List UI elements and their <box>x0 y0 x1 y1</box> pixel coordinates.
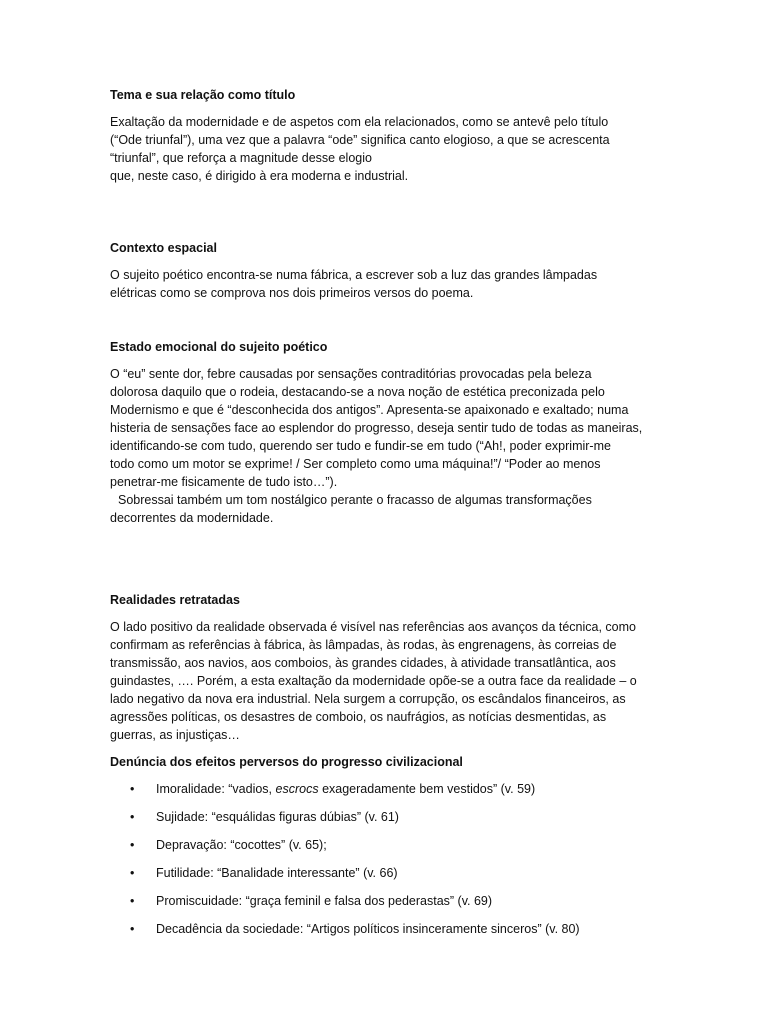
list-item-text: Depravação: “cocottes” (v. 65); <box>156 838 327 852</box>
text-line: todo como um motor se exprime! / Ser completo como uma máquina!”/ “Poder ao menos <box>110 457 601 471</box>
list-item-emphasis: escrocs <box>275 782 319 796</box>
list-item-text: Decadência da sociedade: “Artigos políticos insinceramente sinceros” (v. 80) <box>156 922 580 936</box>
text-line: transmissão, aos navios, aos comboios, às grandes cidades, à atividade transatlântica, aos <box>110 656 616 670</box>
bullet-icon: • <box>130 894 135 908</box>
list-item-text-part: exageradamente bem vestidos” (v. 59) <box>318 782 536 796</box>
bullet-icon: • <box>130 838 135 852</box>
list-item <box>110 780 670 808</box>
list-item-text: Promiscuidade: “graça feminil e falsa dos pederastas” (v. 69) <box>156 894 493 908</box>
section-paragraph-realidades <box>110 618 670 744</box>
list-item-text: Sujidade: “esquálidas figuras dúbias” (v. 61) <box>156 810 399 824</box>
bullet-icon: • <box>130 782 135 796</box>
list-item <box>110 864 670 892</box>
text-line: O “eu” sente dor, febre causadas por sensações contraditórias provocadas pela beleza <box>110 367 592 381</box>
list-item <box>110 836 670 864</box>
section-heading-tema: Tema e sua relação como título <box>110 88 296 102</box>
text-line: Modernismo e que é “desconhecida dos antigos”. Apresenta-se apaixonado e exaltado; numa <box>110 403 629 417</box>
bullet-icon: • <box>130 810 135 824</box>
section-heading-contexto: Contexto espacial <box>110 241 217 255</box>
list-item-text-part: Imoralidade: “vadios, <box>156 782 276 796</box>
text-line: identificando-se com tudo, querendo ser tudo e fundir-se em tudo (“Ah!, poder exprimir-me <box>110 439 611 453</box>
list-item <box>110 920 670 948</box>
text-line: lado negativo da nova era industrial. Nela surgem a corrupção, os escândalos financeiros, as <box>110 692 626 706</box>
text-line: Exaltação da modernidade e de aspetos com ela relacionados, como se antevê pelo título <box>110 115 609 129</box>
section-heading-estado-emocional: Estado emocional do sujeito poético <box>110 340 328 354</box>
text-line: confirmam as referências à fábrica, às lâmpadas, às rodas, às engrenagens, às correias de <box>110 638 617 652</box>
section-paragraph-estado-emocional <box>110 365 670 527</box>
section-heading-realidades: Realidades retratadas <box>110 593 240 607</box>
text-line: guerras, as injustiças… <box>110 728 240 742</box>
text-line: que, neste caso, é dirigido à era moderna e industrial. <box>110 169 409 183</box>
text-line: Sobressai também um tom nostálgico perante o fracasso de algumas transformações <box>118 493 592 507</box>
text-line: histeria de sensações face ao esplendor do progresso, deseja sentir tudo de todas as maneiras, <box>110 421 643 435</box>
list-item <box>110 808 670 836</box>
section-heading-denuncia: Denúncia dos efeitos perversos do progresso civilizacional <box>110 755 463 769</box>
document-page <box>110 86 670 948</box>
bullet-list <box>110 780 670 948</box>
text-line: elétricas como se comprova nos dois primeiros versos do poema. <box>110 286 474 300</box>
bullet-icon: • <box>130 866 135 880</box>
text-line: O lado positivo da realidade observada é visível nas referências aos avanços da técnica, como <box>110 620 636 634</box>
text-line: guindastes, …. Porém, a esta exaltação da modernidade opõe-se a outra face da realidade – o <box>110 674 637 688</box>
list-item-text <box>156 782 535 796</box>
text-line: O sujeito poético encontra-se numa fábrica, a escrever sob a luz das grandes lâmpadas <box>110 268 598 282</box>
text-line: penetrar-me fisicamente de tudo isto…”). <box>110 475 338 489</box>
bullet-icon: • <box>130 922 135 936</box>
text-line: (“Ode triunfal”), uma vez que a palavra “ode” significa canto elogioso, a que se acrescenta <box>110 133 610 147</box>
list-item <box>110 892 670 920</box>
section-paragraph-contexto <box>110 266 670 302</box>
text-line: decorrentes da modernidade. <box>110 511 274 525</box>
text-line: “triunfal”, que reforça a magnitude desse elogio <box>110 151 372 165</box>
list-item-text: Futilidade: “Banalidade interessante” (v. 66) <box>156 866 398 880</box>
section-paragraph-tema <box>110 113 670 185</box>
text-line: dolorosa daquilo que o rodeia, destacando-se a nova noção de estética preconizada pelo <box>110 385 605 399</box>
text-line: agressões políticas, os desastres de comboio, os naufrágios, as notícias desmentidas, as <box>110 710 607 724</box>
